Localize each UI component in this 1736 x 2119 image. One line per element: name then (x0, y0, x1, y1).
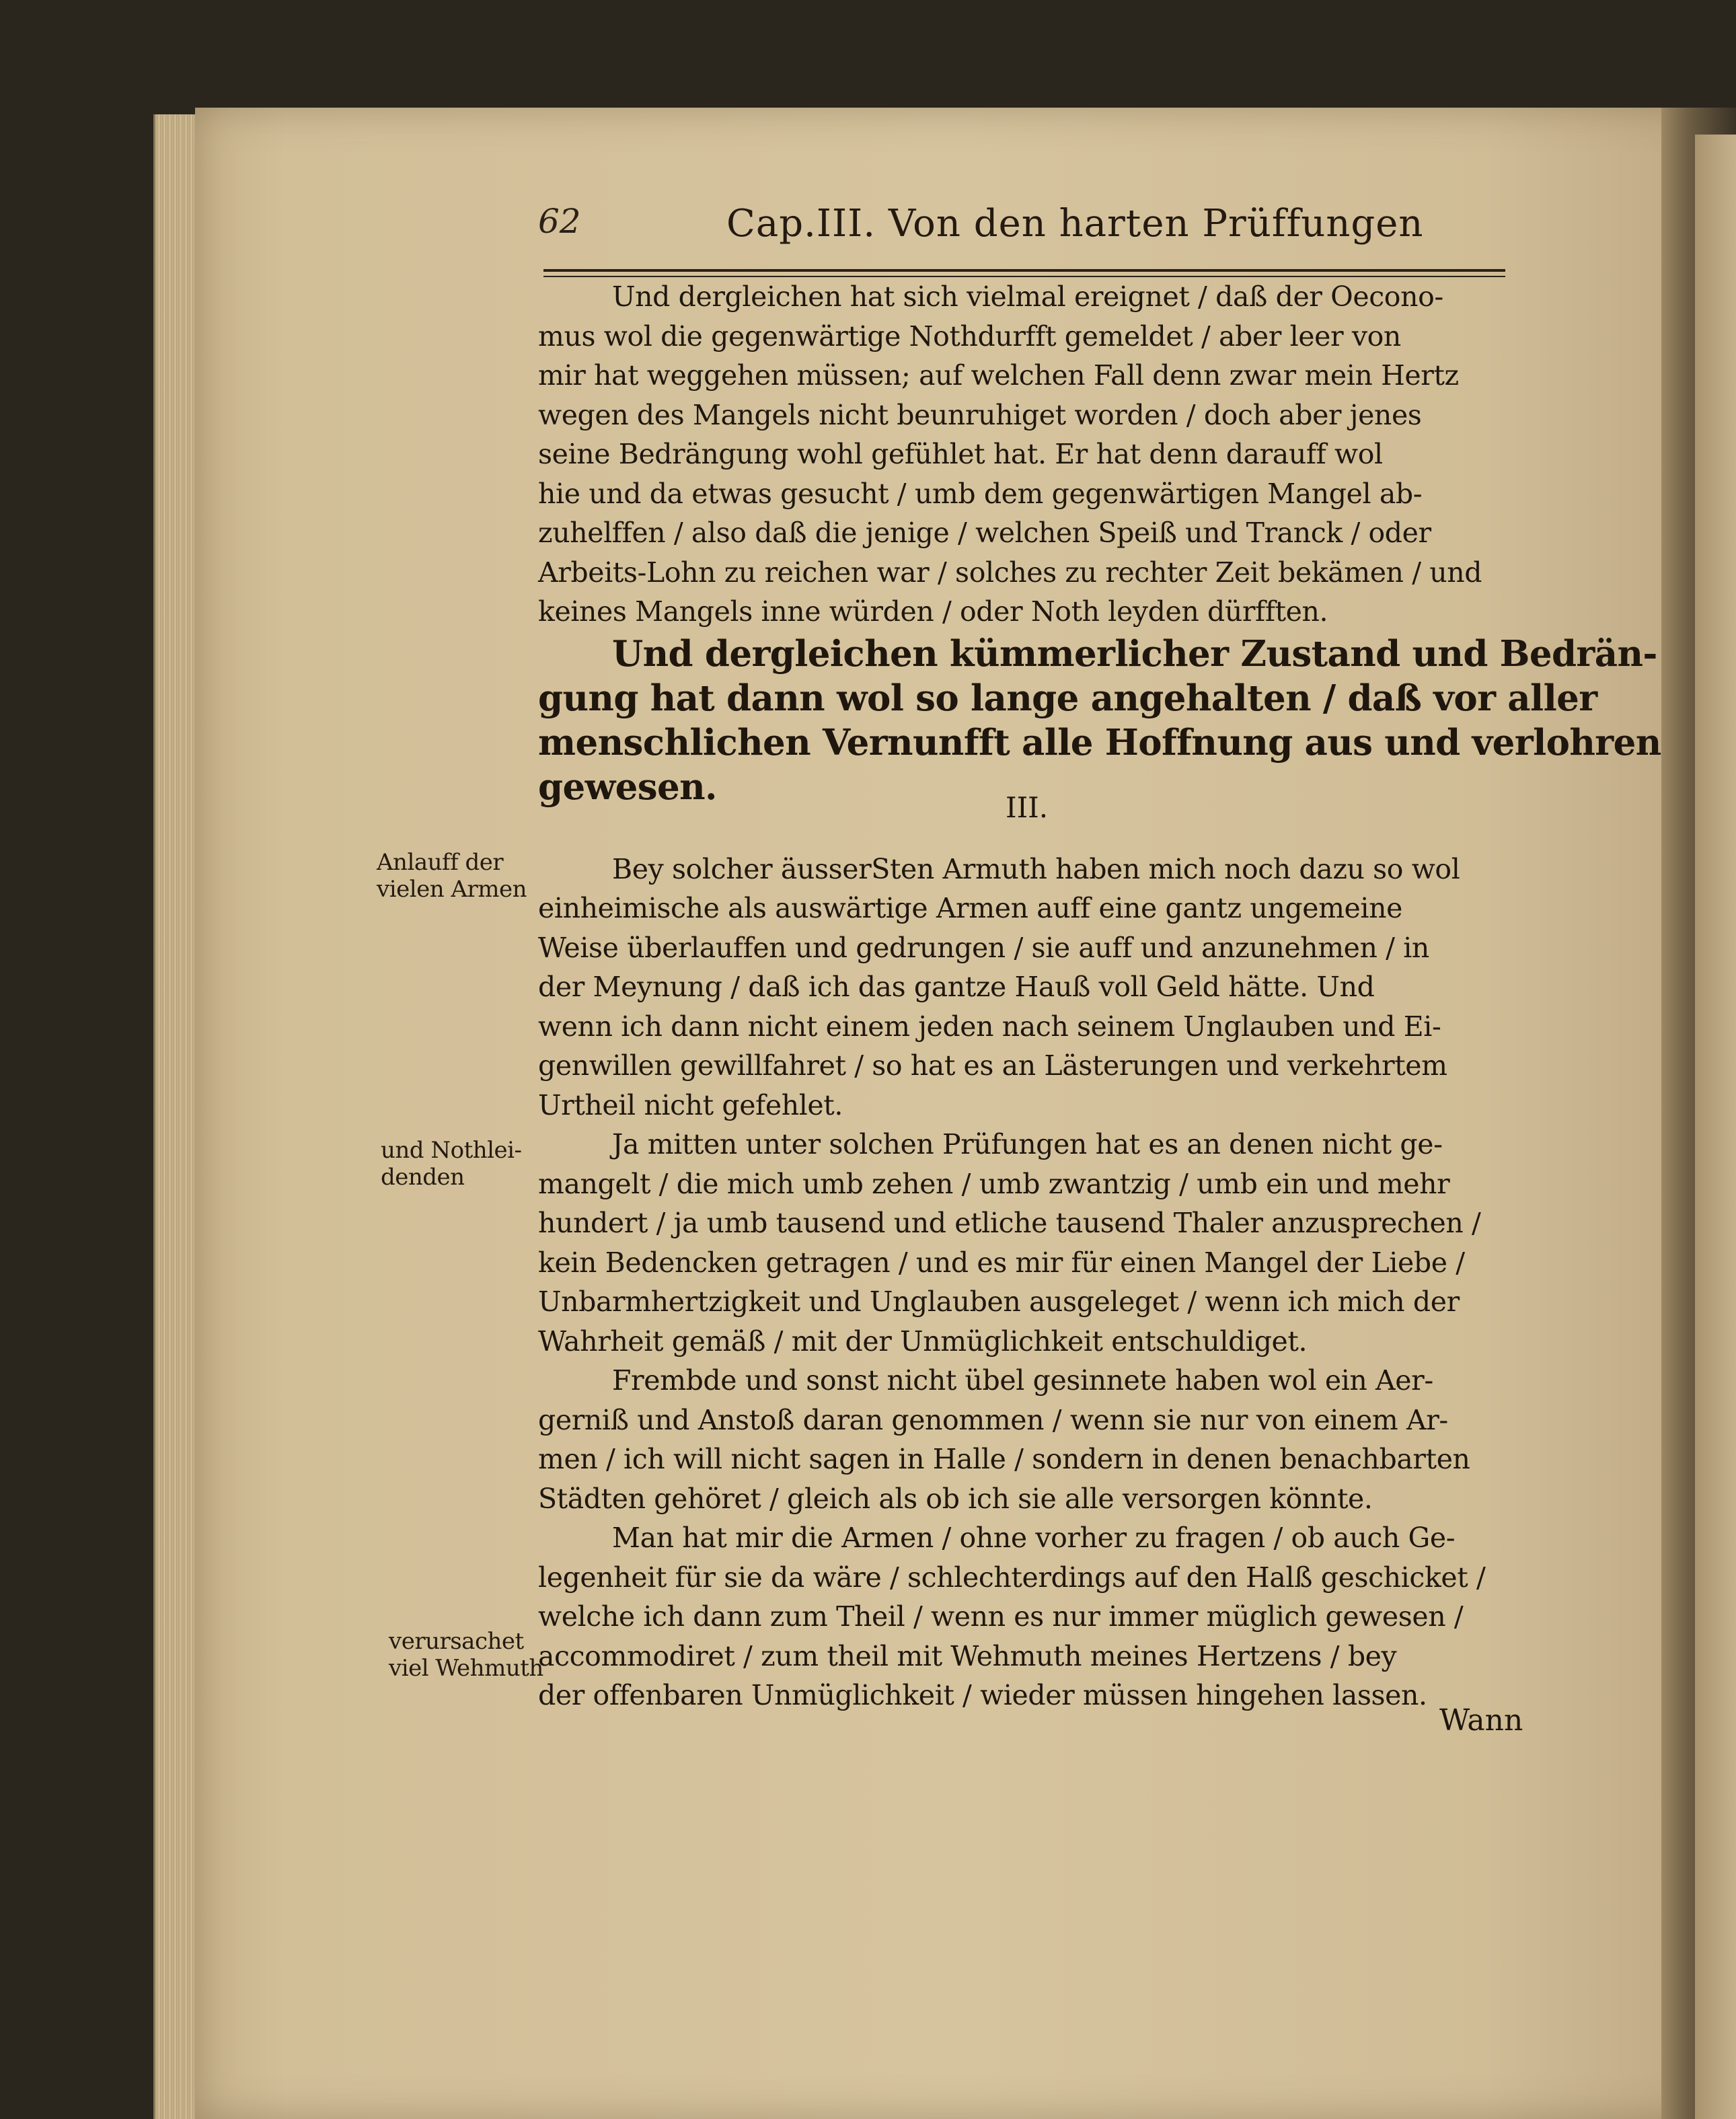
paragraph-6 (538, 1518, 1540, 1715)
paragraph-2 (538, 632, 1661, 809)
text-line: genwillen gewillfahret / so hat es an Lästerungen und verkehrtem (538, 1049, 1447, 1082)
margin-note-line: viel Wehmuth (389, 1655, 543, 1682)
text-line: accommodiret / zum theil mit Wehmuth meines Hertzens / bey (538, 1639, 1397, 1672)
facing-page-edge (1695, 135, 1736, 2119)
margin-note-line: denden (381, 1164, 465, 1191)
margin-note-line: vielen Armen (377, 876, 527, 903)
text-line: Arbeits-Lohn zu reichen war / solches zu rechter Zeit bekämen / und (538, 556, 1482, 589)
text-line: Ja mitten unter solchen Prüfungen hat es an denen nicht ge- (612, 1128, 1443, 1160)
margin-note-2 (381, 1137, 522, 1191)
text-line: Bey solcher äusserSten Armuth haben mich noch dazu so wol (612, 852, 1460, 885)
text-line: hundert / ja umb tausend und etliche tausend Thaler anzusprechen / (538, 1207, 1481, 1239)
margin-note-3 (389, 1628, 543, 1682)
paragraph-5 (538, 1361, 1540, 1518)
text-line: mangelt / die mich umb zehen / umb zwantzig / umb ein und mehr (538, 1167, 1450, 1200)
text-line: keines Mangels inne würden / oder Noth leyden dürfften. (538, 595, 1328, 628)
page-edges (153, 114, 196, 2119)
running-head: Cap.III. Von den harten Prüffungen (726, 202, 1424, 246)
text-line: gerniß und Anstoß daran genommen / wenn sie nur von einem Ar- (538, 1403, 1448, 1436)
paragraph-1 (538, 277, 1540, 632)
text-line: der offenbaren Unmüglichkeit / wieder müssen hingehen lassen. (538, 1679, 1427, 1711)
margin-note-line: Anlauff der (377, 849, 504, 876)
text-line: Und dergleichen hat sich vielmal ereignet / daß der Oecono- (612, 281, 1443, 313)
text-line: legenheit für sie da wäre / schlechterdings auf den Halß geschicket / (538, 1561, 1486, 1594)
text-line: kein Bedencken getragen / und es mir für einen Mangel der Liebe / (538, 1246, 1465, 1279)
text-line: welche ich dann zum Theil / wenn es nur immer müglich gewesen / (538, 1600, 1464, 1633)
text-line: seine Bedrängung wohl gefühlet hat. Er hat denn darauff wol (538, 438, 1383, 470)
text-line: Städten gehöret / gleich als ob ich sie alle versorgen könnte. (538, 1482, 1373, 1515)
text-line: men / ich will nicht sagen in Halle / sondern in denen benachbarten (538, 1443, 1470, 1475)
text-line: gewesen. (538, 766, 717, 808)
text-line: hie und da etwas gesucht / umb dem gegenwärtigen Mangel ab- (538, 477, 1423, 510)
page-header (538, 202, 1507, 256)
text-line: Urtheil nicht gefehlet. (538, 1088, 843, 1121)
text-line: Und dergleichen kümmerlicher Zustand und Bedrän- (612, 632, 1657, 675)
margin-note-line: und Nothlei- (381, 1137, 522, 1164)
text-line: Wahrheit gemäß / mit der Unmüglichkeit entschuldiget. (538, 1325, 1308, 1358)
text-line: Man hat mir die Armen / ohne vorher zu fragen / ob auch Ge- (612, 1522, 1456, 1554)
text-line: menschlichen Vernunfft alle Hoffnung aus und verlohren (538, 721, 1661, 764)
text-line: gung hat dann wol so lange angehalten / daß vor aller (538, 677, 1597, 719)
text-line: Weise überlauffen und gedrungen / sie auff und anzunehmen / in (538, 931, 1429, 964)
margin-note-1 (377, 849, 527, 903)
paragraph-4 (538, 1125, 1540, 1361)
section-number: III. (1006, 791, 1049, 824)
catchword: Wann (1439, 1703, 1523, 1738)
text-line: Frembde und sonst nicht übel gesinnete haben wol ein Aer- (612, 1364, 1433, 1397)
text-line: einheimische als auswärtige Armen auff eine gantz ungemeine (538, 892, 1402, 924)
text-line: der Meynung / daß ich das gantze Hauß voll Geld hätte. Und (538, 971, 1375, 1003)
text-line: mus wol die gegenwärtige Nothdurfft gemeldet / aber leer von (538, 320, 1401, 352)
text-line: wegen des Mangels nicht beunruhiget worden / doch aber jenes (538, 398, 1422, 431)
text-line: Unbarmhertzigkeit und Unglauben ausgeleget / wenn ich mich der (538, 1286, 1460, 1318)
paragraph-3 (538, 850, 1540, 1125)
page-number: 62 (538, 202, 581, 241)
text-line: mir hat weggehen müssen; auf welchen Fall denn zwar mein Hertz (538, 359, 1459, 392)
text-line: wenn ich dann nicht einem jeden nach seinem Unglauben und Ei- (538, 1010, 1441, 1043)
margin-note-line: verursachet (389, 1628, 524, 1655)
text-line: zuhelffen / also daß die jenige / welchen Speiß und Tranck / oder (538, 517, 1431, 549)
main-text (538, 277, 1661, 1715)
header-rule (543, 269, 1505, 277)
